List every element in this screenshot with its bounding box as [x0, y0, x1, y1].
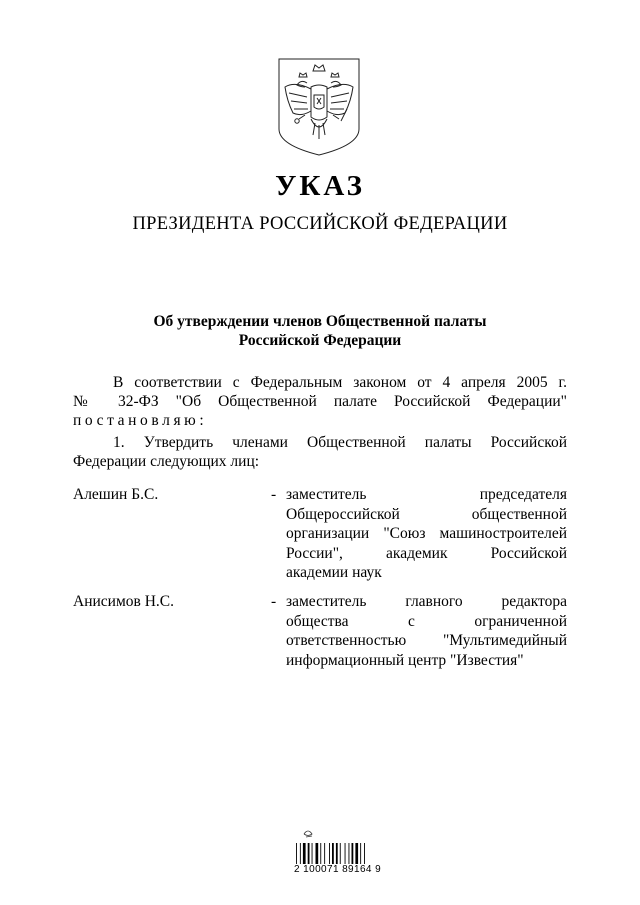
preamble-line-2: № 32-ФЗ "Об Общественной палате Российской Федерации": [73, 393, 567, 410]
member-desc-line: академии наук: [286, 564, 382, 581]
member-name: Анисимов Н.С.: [73, 593, 174, 610]
subject-line-1: Об утверждении членов Общественной палаты: [153, 313, 487, 330]
member-desc-line: общества с ограниченной: [286, 612, 567, 630]
member-description: [286, 592, 567, 670]
decree-issuer: ПРЕЗИДЕНТА РОССИЙСКОЙ ФЕДЕРАЦИИ: [132, 214, 508, 234]
preamble-line-1: В соответствии с Федеральным законом от 4 апреля 2005 г.: [113, 374, 567, 391]
preamble-line-3: постановляю:: [73, 412, 208, 429]
member-desc-line: заместитель главного редактора: [286, 593, 567, 610]
clause-1-line-1: 1. Утвердить членами Общественной палаты Российской: [113, 434, 567, 451]
member-dash: -: [271, 593, 277, 610]
coat-of-arms-emblem: [277, 57, 361, 157]
barcode-number: 2 100071 89164 9: [294, 864, 382, 875]
member-desc-line: Общероссийской общественной: [286, 505, 567, 523]
barcode-mark-icon: [304, 831, 312, 837]
subject-line-2: Российской Федерации: [238, 332, 402, 349]
member-description: [286, 485, 567, 583]
member-entry: [73, 592, 567, 672]
clause-1-line-2: Федерации следующих лиц:: [73, 453, 260, 470]
decree-subject: [0, 312, 640, 350]
decree-title: УКАЗ: [275, 170, 365, 202]
member-dash: -: [271, 486, 277, 503]
member-desc-line: заместитель председателя: [286, 486, 567, 503]
preamble: [73, 373, 567, 430]
member-desc-line: организации "Союз машиностроителей: [286, 525, 567, 542]
barcode-bars: [296, 843, 365, 864]
member-name: Алешин Б.С.: [73, 486, 159, 503]
member-entry: [73, 485, 567, 583]
member-desc-line: ответственностью "Мультимедийный: [286, 632, 567, 649]
member-desc-line: России", академик Российской: [286, 544, 567, 562]
clause-1: [73, 433, 567, 471]
member-desc-line: информационный центр "Известия": [286, 651, 524, 669]
